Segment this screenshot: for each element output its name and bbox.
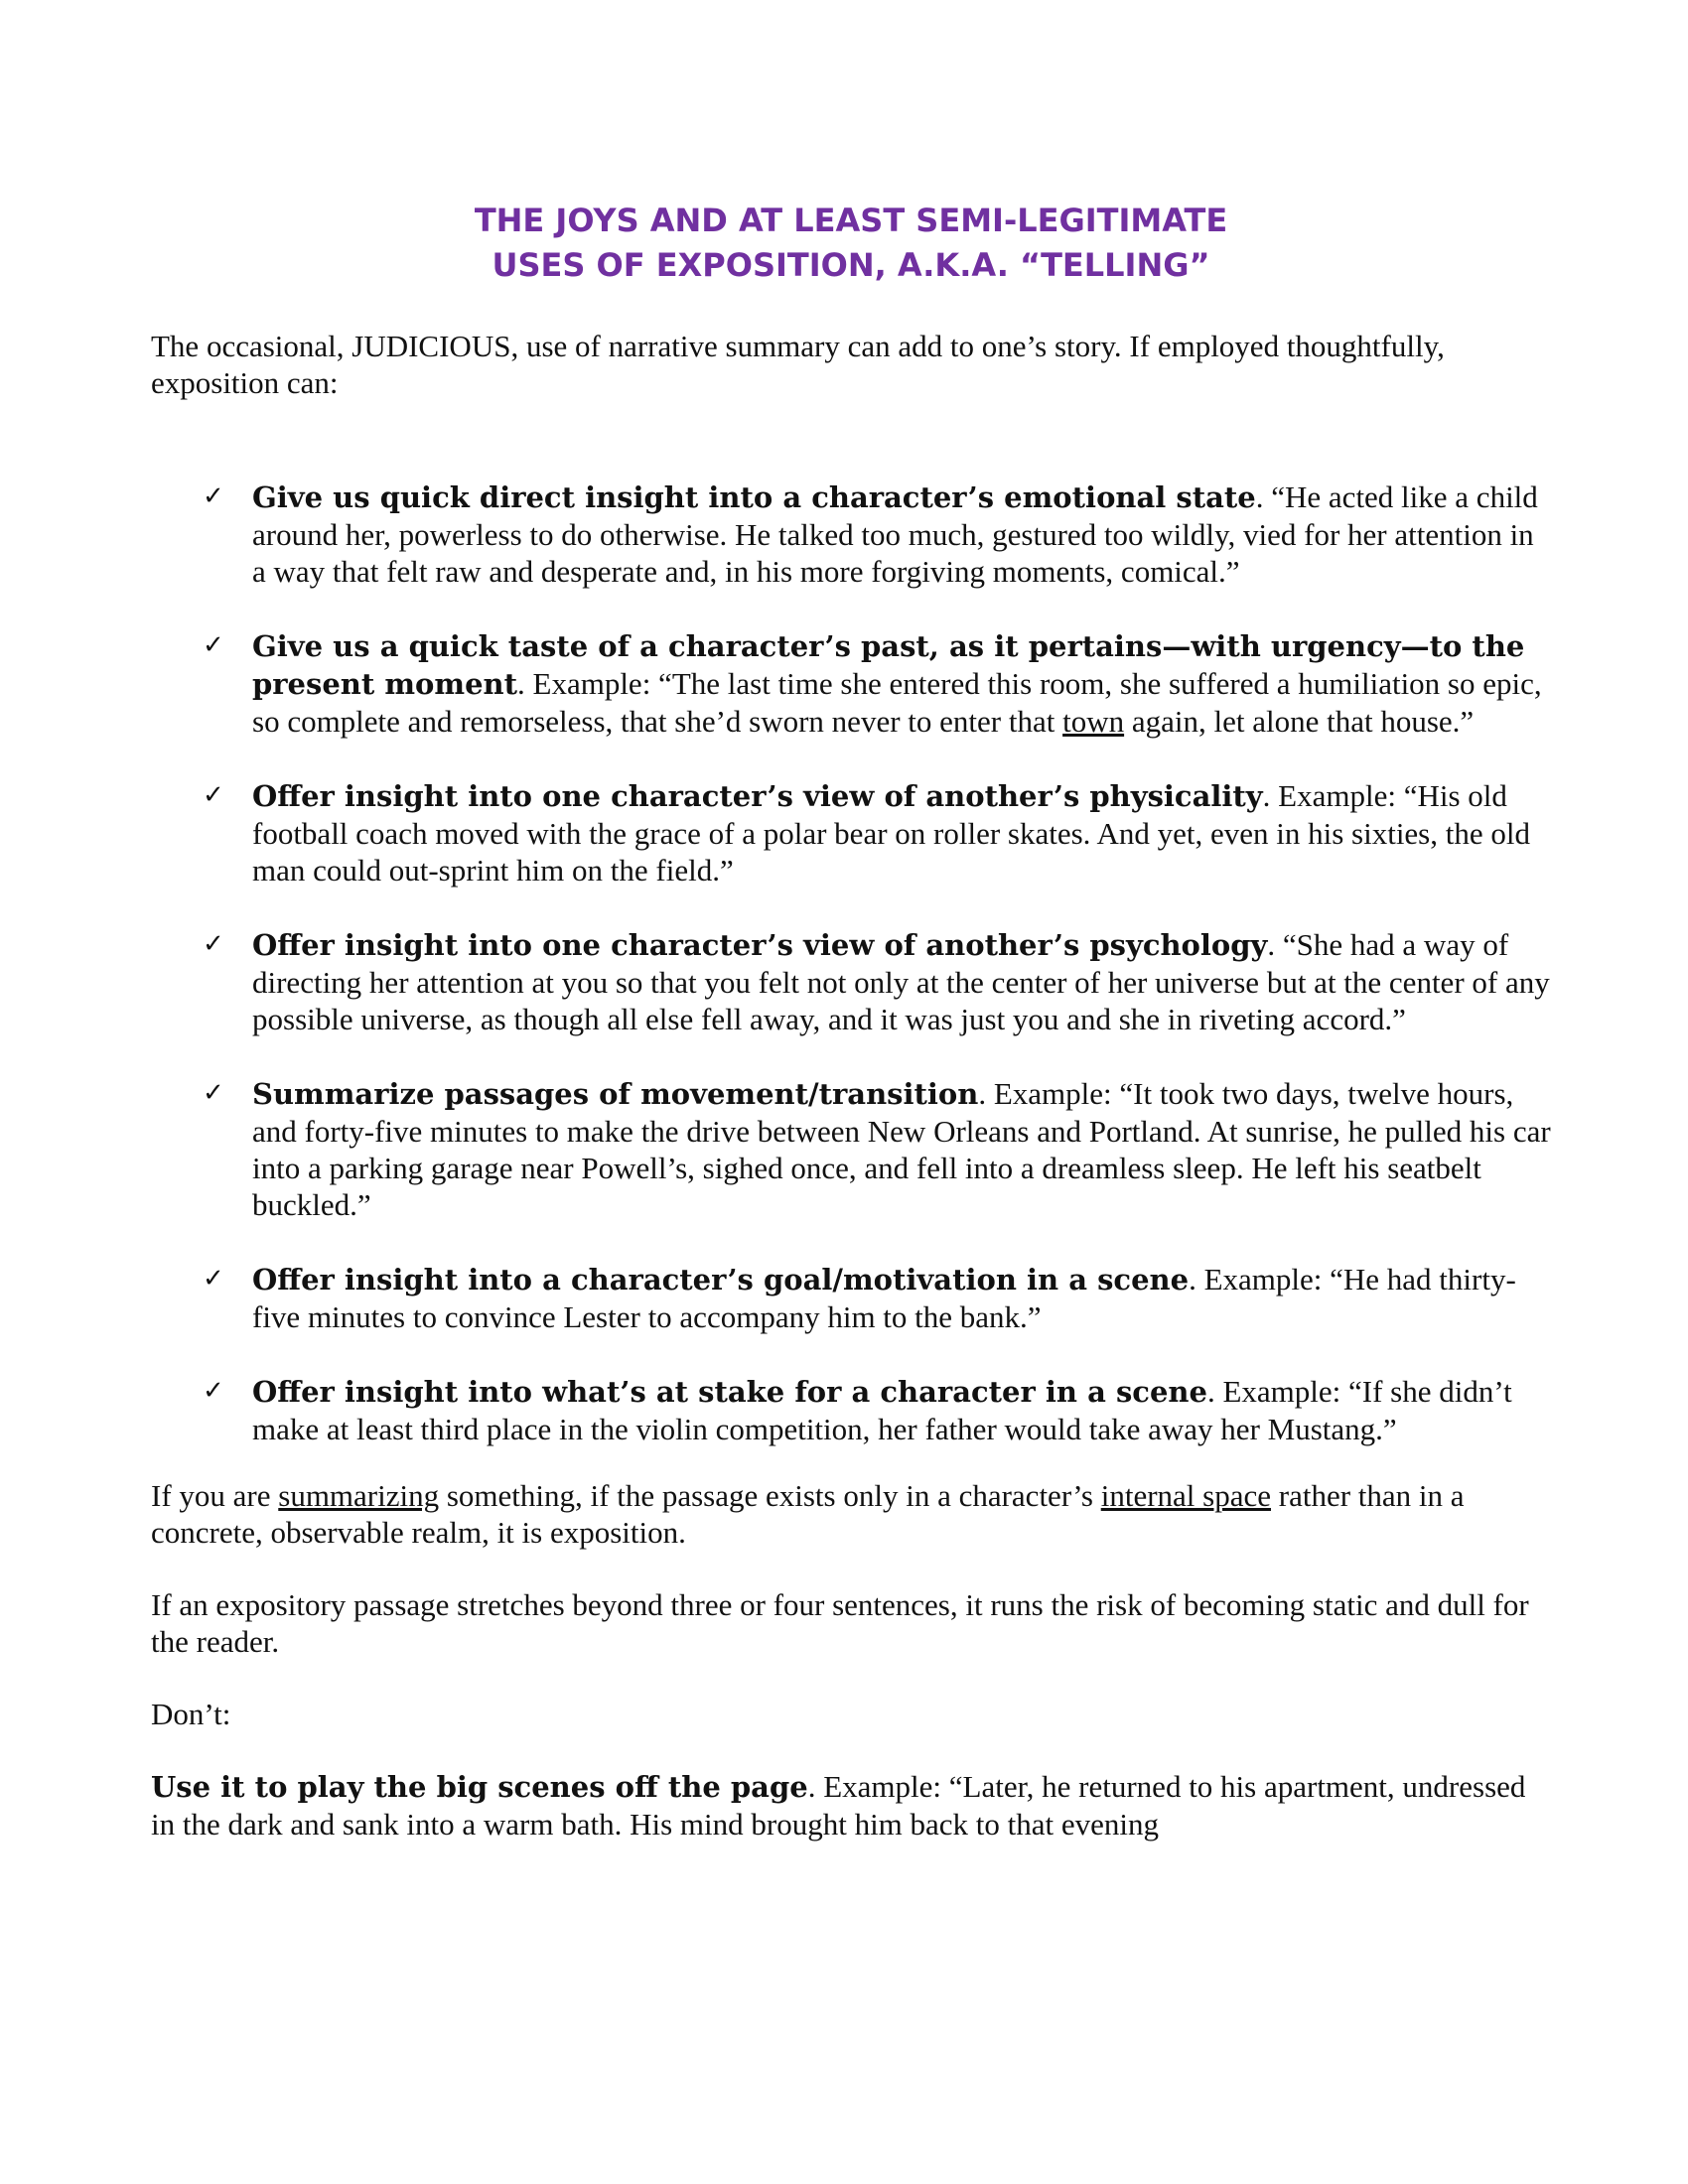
item-text-end: again, let alone that house.”: [1124, 704, 1475, 739]
final-paragraph: [151, 1768, 1551, 1843]
checkmark-icon: ✓: [203, 929, 224, 959]
checkmark-icon: ✓: [203, 1264, 224, 1294]
underlined-summarizing: summarizing: [278, 1478, 440, 1513]
checkmark-icon: ✓: [203, 630, 224, 660]
title-line-1: THE JOYS AND AT LEAST SEMI-LEGITIMATE: [474, 202, 1228, 239]
item-lead: Offer insight into what’s at stake for a character in a scene: [252, 1375, 1207, 1409]
item-lead: Summarize passages of movement/transition: [252, 1077, 979, 1111]
checkmark-icon: ✓: [203, 1376, 224, 1406]
item-text: . Example: “If she didn’t make at least third place in the violin competition, her father would take away her Mustang.”: [252, 1374, 1512, 1446]
item-lead: Offer insight into one character’s view of another’s psychology: [252, 928, 1268, 962]
uses-checklist: [151, 478, 1551, 1447]
intro-paragraph: The occasional, JUDICIOUS, use of narrative summary can add to one’s story. If employed thoughtfully, exposition can:: [151, 329, 1445, 400]
checkmark-icon: ✓: [203, 1078, 224, 1108]
summary-text-3: rather than in a concrete, observable realm, it is exposition.: [151, 1478, 1465, 1550]
item-lead: Give us quick direct insight into a character’s emotional state: [252, 480, 1256, 514]
item-text: . Example: “His old football coach moved with the grace of a polar bear on roller skates. And yet, even in his sixties, the old man could out-sprint him on the field.”: [252, 778, 1530, 887]
risk-paragraph: If an expository passage stretches beyond three or four sentences, it runs the risk of becoming static and dull for the reader.: [151, 1587, 1529, 1659]
list-item: [151, 1261, 1551, 1335]
underlined-internal-space: internal space: [1100, 1478, 1271, 1513]
item-text: . Example: “He had thirty-five minutes to convince Lester to accompany him to the bank.”: [252, 1262, 1516, 1334]
underlined-word: town: [1062, 704, 1125, 739]
summary-text-2: something, if the passage exists only in a character’s: [439, 1478, 1101, 1513]
item-text: . Example: “It took two days, twelve hours, and forty-five minutes to make the drive between New Orleans and Portland. At sunrise, he pulled his car into a parking garage near Powell’s, sighed once, and fell into a dreamless sleep. He left his seatbelt buckled.”: [252, 1076, 1551, 1222]
list-item: [151, 1075, 1551, 1223]
summary-text-1: If you are: [151, 1478, 279, 1513]
checkmark-icon: ✓: [203, 780, 224, 810]
item-lead: Offer insight into a character’s goal/motivation in a scene: [252, 1263, 1190, 1297]
list-item: [151, 777, 1551, 888]
list-item: [151, 926, 1551, 1037]
dont-label: Don’t:: [151, 1697, 231, 1731]
list-item: [151, 478, 1551, 590]
final-text: . Example: “Later, he returned to his apartment, undressed in the dark and sank into a warm bath. His mind brought him back to that evening: [151, 1769, 1526, 1842]
item-text: . “She had a way of directing her attention at you so that you felt not only at the center of her universe but at the center of any possible universe, as though all else fell away, and it was just you and she in riveting accord.”: [252, 927, 1550, 1036]
document-page: [151, 199, 1551, 1843]
item-text: . Example: “The last time she entered this room, she suffered a humiliation so epic, so complete and remorseless, that she’d sworn never to enter that: [252, 666, 1542, 739]
page-title: [151, 199, 1551, 288]
checkmark-icon: ✓: [203, 481, 224, 511]
item-lead: Give us a quick taste of a character’s past, as it pertains—with urgency—to the present moment: [252, 629, 1525, 701]
summary-paragraph: [151, 1477, 1551, 1551]
item-lead: Offer insight into one character’s view of another’s physicality: [252, 779, 1263, 813]
item-text: . “He acted like a child around her, powerless to do otherwise. He talked too much, gestured too wildly, vied for her attention in a way that felt raw and desperate and, in his more forgiving moments, comical.”: [252, 479, 1538, 589]
list-item: [151, 1373, 1551, 1447]
list-item: [151, 627, 1551, 740]
final-lead: Use it to play the big scenes off the page: [151, 1770, 808, 1804]
title-line-2: USES OF EXPOSITION, A.K.A. “TELLING”: [492, 246, 1210, 284]
